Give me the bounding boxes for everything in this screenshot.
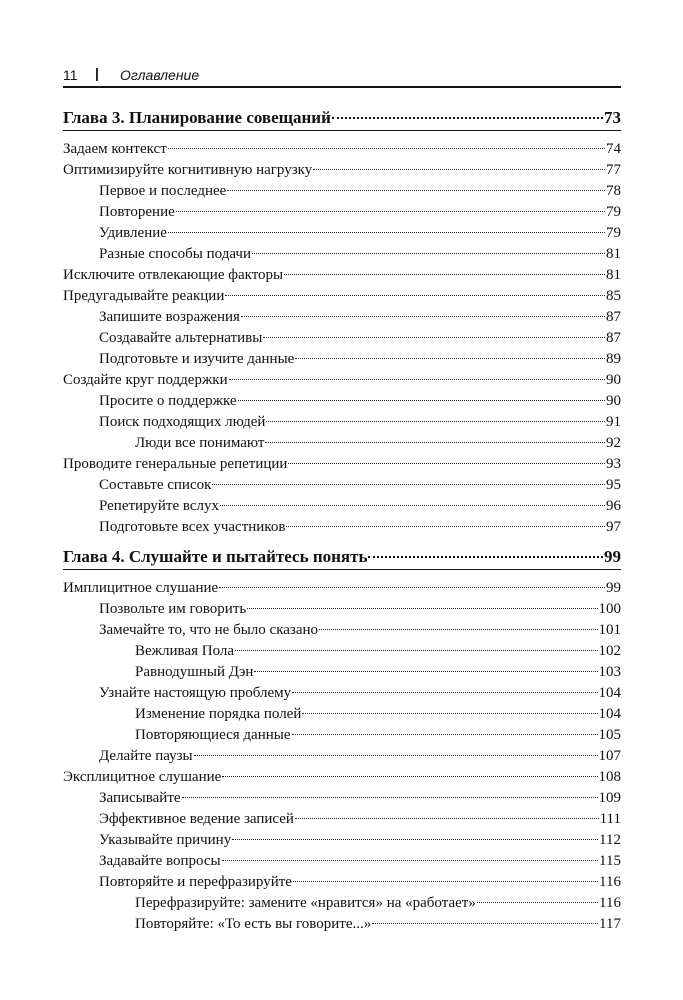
toc-entry-page: 73 <box>604 108 621 127</box>
toc-entry-title: Подготовьте и изучите данные <box>99 351 295 367</box>
toc-entry-page: 117 <box>599 916 621 932</box>
dot-leader <box>313 169 605 170</box>
toc-entry-page: 116 <box>599 895 621 911</box>
dot-leader <box>265 442 605 443</box>
dot-leader <box>182 797 598 798</box>
toc-entry-title: Глава 3. Планирование совещаний <box>63 108 331 127</box>
toc-entry[interactable] <box>63 830 621 851</box>
dot-leader <box>295 358 605 359</box>
dot-leader <box>247 608 597 609</box>
toc-entry-title: Позвольте им говорить <box>99 601 247 617</box>
chapter-heading[interactable] <box>63 106 621 131</box>
toc-entry-page: 74 <box>606 141 621 157</box>
toc-entry-title: Эффективное ведение записей <box>99 811 294 827</box>
toc-entry-title: Повторяющиеся данные <box>135 727 291 743</box>
toc-entry-page: 105 <box>598 727 621 743</box>
toc-entry-page: 81 <box>606 246 621 262</box>
header-section-title: Оглавление <box>120 67 200 83</box>
dot-leader <box>232 839 598 840</box>
toc-entry[interactable] <box>63 160 621 181</box>
toc-entry-page: 99 <box>604 547 621 566</box>
toc-entry[interactable] <box>63 914 621 935</box>
toc-entry-title: Создайте круг поддержки <box>63 372 228 388</box>
toc-entry[interactable] <box>63 599 621 620</box>
toc-entry-page: 99 <box>606 580 621 596</box>
toc-entry-page: 77 <box>606 162 621 178</box>
dot-leader <box>176 211 605 212</box>
toc-entry-page: 111 <box>599 811 621 827</box>
toc-entry[interactable] <box>63 809 621 830</box>
dot-leader <box>222 860 598 861</box>
toc-entry[interactable] <box>63 181 621 202</box>
toc-entry-page: 108 <box>598 769 621 785</box>
dot-leader <box>229 379 605 380</box>
toc-entry-title: Указывайте причину <box>99 832 232 848</box>
dot-leader <box>292 734 598 735</box>
chapter-4-block <box>63 545 621 935</box>
dot-leader <box>266 421 605 422</box>
toc-entry[interactable] <box>63 767 621 788</box>
dot-leader <box>286 526 605 527</box>
dot-leader <box>293 881 598 882</box>
toc-entry-page: 103 <box>598 664 621 680</box>
toc-entry[interactable] <box>63 496 621 517</box>
dot-leader <box>219 587 605 588</box>
toc-entry-page: 101 <box>598 622 621 638</box>
toc-entry[interactable] <box>63 307 621 328</box>
header-separator: | <box>95 65 99 81</box>
toc-entry[interactable] <box>63 202 621 223</box>
dot-leader <box>284 274 605 275</box>
toc-entry-title: Эксплицитное слушание <box>63 769 222 785</box>
toc-entry[interactable] <box>63 683 621 704</box>
dot-leader <box>477 902 598 903</box>
toc-entry-page: 109 <box>598 790 621 806</box>
dot-leader <box>292 692 597 693</box>
toc-entry-title: Разные способы подачи <box>99 246 251 262</box>
toc-entry-page: 104 <box>598 706 621 722</box>
toc-entry-title: Вежливая Пола <box>135 643 235 659</box>
toc-entry[interactable] <box>63 139 621 160</box>
toc-entry-page: 93 <box>606 456 621 472</box>
toc-entry[interactable] <box>63 286 621 307</box>
toc-entry-page: 79 <box>606 204 621 220</box>
toc-entry-page: 116 <box>599 874 621 890</box>
toc-entry-title: Глава 4. Слушайте и пытайтесь понять <box>63 547 368 566</box>
toc-entry-page: 112 <box>599 832 621 848</box>
dot-leader <box>168 148 605 149</box>
toc-entry[interactable] <box>63 412 621 433</box>
toc-entry-title: Предугадывайте реакции <box>63 288 225 304</box>
dot-leader <box>288 463 605 464</box>
toc-entry[interactable] <box>63 662 621 683</box>
toc-entry-page: 107 <box>598 748 621 764</box>
toc-entry-title: Повторение <box>99 204 175 220</box>
toc-entry[interactable] <box>63 578 621 599</box>
toc-entry[interactable] <box>63 746 621 767</box>
page-number: 11 <box>63 67 78 83</box>
toc-entry-page: 97 <box>606 519 621 535</box>
toc-entry-page: 78 <box>606 183 621 199</box>
toc-entry[interactable] <box>63 328 621 349</box>
dot-leader <box>241 316 605 317</box>
dot-leader <box>332 117 603 119</box>
dot-leader <box>254 671 597 672</box>
toc-entry[interactable] <box>63 370 621 391</box>
toc-entry-title: Задаем контекст <box>63 141 167 157</box>
toc-entry-title: Проводите генеральные репетиции <box>63 456 288 472</box>
toc-entry-page: 90 <box>606 393 621 409</box>
dot-leader <box>222 776 597 777</box>
dot-leader <box>220 505 605 506</box>
toc-entry[interactable] <box>63 517 621 538</box>
toc-entry-page: 87 <box>606 309 621 325</box>
toc-entry[interactable] <box>63 620 621 641</box>
toc-entry[interactable] <box>63 641 621 662</box>
toc-entry-page: 85 <box>606 288 621 304</box>
dot-leader <box>295 818 599 819</box>
toc-entry-title: Узнайте настоящую проблему <box>99 685 292 701</box>
dot-leader <box>372 923 598 924</box>
dot-leader <box>194 755 598 756</box>
toc-entry[interactable] <box>63 893 621 914</box>
toc-entry-title: Изменение порядка полей <box>135 706 302 722</box>
dot-leader <box>227 190 605 191</box>
toc-entry-page: 102 <box>598 643 621 659</box>
toc-entry-title: Перефразируйте: замените «нравится» на «работает» <box>135 895 476 911</box>
toc-entry-title: Равнодушный Дэн <box>135 664 254 680</box>
toc-entry-title: Оптимизируйте когнитивную нагрузку <box>63 162 313 178</box>
toc-entry-title: Запишите возражения <box>99 309 240 325</box>
running-header <box>63 64 621 88</box>
toc-entry[interactable] <box>63 349 621 370</box>
toc-entry[interactable] <box>63 872 621 893</box>
toc-entry-title: Люди все понимают <box>135 435 265 451</box>
chapter-3-block <box>63 106 621 538</box>
toc-entry-title: Подготовьте всех участников <box>99 519 286 535</box>
dot-leader <box>368 556 603 558</box>
toc-entry-title: Просите о поддержке <box>99 393 237 409</box>
toc-entry[interactable] <box>63 244 621 265</box>
toc-entry[interactable] <box>63 223 621 244</box>
toc-entry[interactable] <box>63 704 621 725</box>
toc-entry-page: 90 <box>606 372 621 388</box>
toc-entry-title: Имплицитное слушание <box>63 580 219 596</box>
toc-entry[interactable] <box>63 265 621 286</box>
dot-leader <box>212 484 605 485</box>
toc-entry[interactable] <box>63 391 621 412</box>
toc-entry-page: 95 <box>606 477 621 493</box>
toc-entry-title: Поиск подходящих людей <box>99 414 266 430</box>
dot-leader <box>235 650 597 651</box>
toc-entry-page: 91 <box>606 414 621 430</box>
toc-entry-title: Удивление <box>99 225 167 241</box>
toc-entry-page: 96 <box>606 498 621 514</box>
dot-leader <box>319 629 597 630</box>
toc-entry-title: Составьте список <box>99 477 212 493</box>
toc-entry-title: Записывайте <box>99 790 181 806</box>
toc-entry-title: Первое и последнее <box>99 183 227 199</box>
toc-entry[interactable] <box>63 725 621 746</box>
toc-entry-title: Повторяйте: «То есть вы говорите...» <box>135 916 372 932</box>
toc-entry[interactable] <box>63 851 621 872</box>
chapter-heading[interactable] <box>63 545 621 570</box>
toc-entry-title: Замечайте то, что не было сказано <box>99 622 319 638</box>
dot-leader <box>263 337 605 338</box>
toc-entry-page: 115 <box>599 853 621 869</box>
dot-leader <box>252 253 605 254</box>
toc-entry[interactable] <box>63 788 621 809</box>
toc-entry-page: 104 <box>598 685 621 701</box>
toc-entry-title: Исключите отвлекающие факторы <box>63 267 284 283</box>
toc-entry-title: Делайте паузы <box>99 748 193 764</box>
toc-entry-title: Повторяйте и перефразируйте <box>99 874 292 890</box>
toc-entry[interactable] <box>63 433 621 454</box>
dot-leader <box>225 295 605 296</box>
toc-entry-page: 92 <box>606 435 621 451</box>
dot-leader <box>302 713 597 714</box>
toc-entry-page: 87 <box>606 330 621 346</box>
dot-leader <box>168 232 605 233</box>
toc-entry-title: Репетируйте вслух <box>99 498 219 514</box>
toc-entry-page: 81 <box>606 267 621 283</box>
toc-entry[interactable] <box>63 454 621 475</box>
toc-entry-title: Создавайте альтернативы <box>99 330 263 346</box>
toc-entry-page: 79 <box>606 225 621 241</box>
dot-leader <box>238 400 605 401</box>
toc-entry-page: 100 <box>598 601 621 617</box>
toc-entry-title: Задавайте вопросы <box>99 853 221 869</box>
toc-entry[interactable] <box>63 475 621 496</box>
toc-entry-page: 89 <box>606 351 621 367</box>
